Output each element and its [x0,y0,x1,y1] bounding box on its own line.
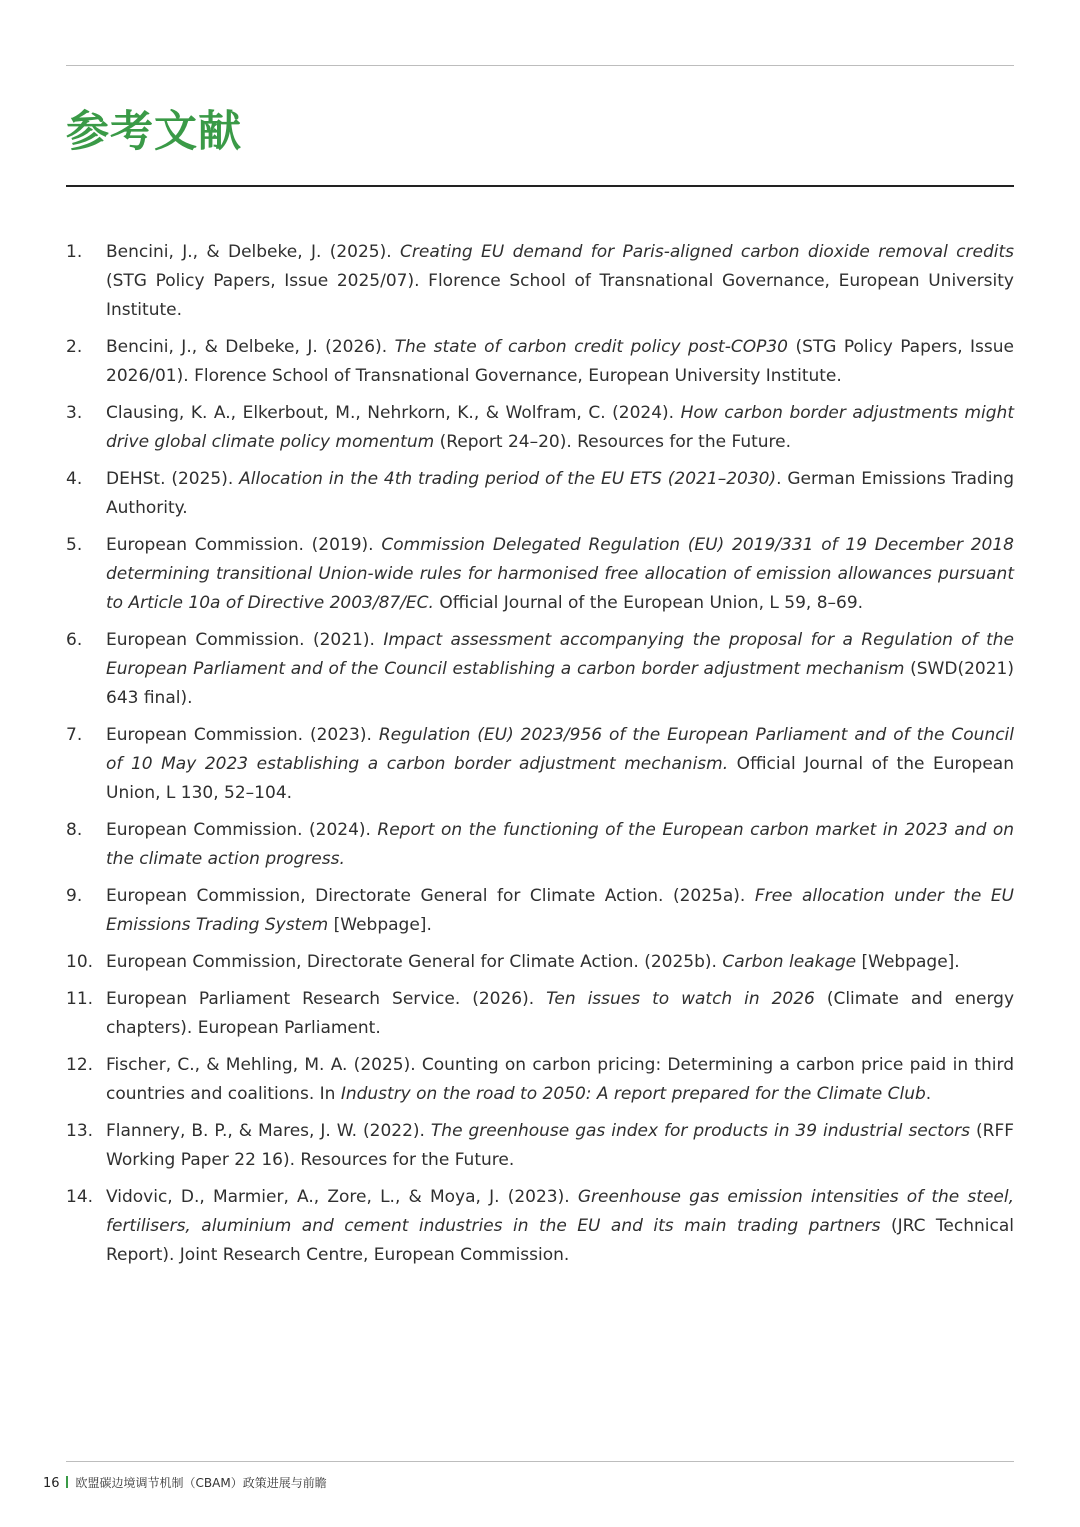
reference-number: 8. [66,820,83,840]
page-footer [43,1474,327,1493]
reference-source: (STG Policy Papers, Issue 2025/07). Florence School of Transnational Governance, European University Institute. [106,271,1014,320]
reference-authors: Clausing, K. A., Elkerbout, M., Nehrkorn, K., & Wolfram, C. (2024). [106,403,681,423]
reference-title: The state of carbon credit policy post-COP30 [394,337,788,357]
reference-source: (Report 24–20). Resources for the Future. [434,432,792,452]
reference-source: (STG Policy Papers, Issue 2026/01). Florence School of Transnational Governance, European University Institute. [106,337,1015,386]
reference-item [66,626,1014,713]
page-number: 16 [43,1476,60,1491]
reference-source: . [925,1084,932,1104]
reference-number: 9. [66,886,83,906]
reference-authors: Bencini, J., & Delbeke, J. (2025). [106,242,401,262]
reference-title: Industry on the road to 2050: A report prepared for the Climate Club [340,1084,926,1104]
reference-title: Ten issues to watch in 2026 [546,989,815,1009]
reference-number: 11. [66,989,94,1009]
reference-authors: European Commission. (2019). [106,535,382,555]
reference-source: Official Journal of the European Union, L 130, 52–104. [106,754,1014,803]
reference-authors: European Commission. (2023). [106,725,379,745]
reference-number: 12. [66,1055,94,1075]
reference-title: How carbon border adjustments might drive global climate policy momentum [106,403,1014,452]
footer-accent-bar [66,1476,68,1488]
reference-title: Free allocation under the EU Emissions Trading System [106,886,1015,935]
reference-title: Impact assessment accompanying the proposal for a Regulation of the European Parliament and of the Council establishing a carbon border adjustment mechanism [106,630,1015,679]
reference-title: Commission Delegated Regulation (EU) 2019/331 of 19 December 2018 determining transitional Union-wide rules for harmonised free allocation of emission allowances pursuant to Article 10a of Directive 2003/87/EC. [106,535,1014,613]
reference-item [66,948,1014,977]
reference-source: (Climate and energy chapters). European Parliament. [106,989,1015,1038]
reference-title: Allocation in the 4th trading period of the EU ETS (2021–2030) [239,469,777,489]
reference-item [66,1051,1014,1109]
reference-source: . German Emissions Trading Authority. [106,469,1014,518]
reference-item [66,531,1014,618]
reference-source: (SWD(2021) 643 final). [106,659,1014,708]
reference-authors: European Commission, Directorate General for Climate Action. (2025b). [106,952,723,972]
reference-item [66,399,1014,457]
reference-title: The greenhouse gas index for products in 39 industrial sectors [430,1121,971,1141]
reference-authors: European Commission. (2024). [106,820,378,840]
reference-item [66,1117,1014,1175]
footer-document-title: 欧盟碳边境调节机制（CBAM）政策进展与前瞻 [75,1476,327,1490]
reference-number: 3. [66,403,83,423]
reference-item [66,721,1014,808]
reference-title: Creating EU demand for Paris-aligned carbon dioxide removal credits [400,242,1015,262]
reference-number: 14. [66,1187,94,1207]
reference-authors: Bencini, J., & Delbeke, J. (2026). [106,337,395,357]
reference-item [66,238,1014,325]
reference-authors: European Parliament Research Service. (2026). [106,989,547,1009]
footer-divider [66,1461,1014,1462]
reference-item [66,333,1014,391]
title-divider [66,185,1014,187]
reference-title: Regulation (EU) 2023/956 of the European Parliament and of the Council of 10 May 2023 establishing a carbon border adjustment mechanism. [106,725,1015,774]
reference-number: 2. [66,337,83,357]
reference-authors: Flannery, B. P., & Mares, J. W. (2022). [106,1121,431,1141]
reference-number: 10. [66,952,94,972]
reference-authors: DEHSt. (2025). [106,469,240,489]
reference-source: [Webpage]. [856,952,960,972]
reference-title: Report on the functioning of the European carbon market in 2023 and on the climate action progress. [106,820,1014,869]
reference-item [66,882,1014,940]
reference-source: [Webpage]. [328,915,432,935]
page-title: 参考文献 [66,107,242,157]
reference-authors: European Commission. (2021). [106,630,384,650]
reference-item [66,985,1014,1043]
reference-title: Carbon leakage [722,952,857,972]
reference-item [66,465,1014,523]
reference-authors: Fischer, C., & Mehling, M. A. (2025). Counting on carbon pricing: Determining a carbon price paid in third countries and coalitions. In [106,1055,1014,1104]
reference-number: 5. [66,535,83,555]
reference-authors: European Commission, Directorate General for Climate Action. (2025a). [106,886,755,906]
reference-number: 7. [66,725,83,745]
reference-source: (JRC Technical Report). Joint Research Centre, European Commission. [106,1216,1014,1265]
reference-number: 4. [66,469,83,489]
reference-number: 6. [66,630,83,650]
reference-number: 13. [66,1121,94,1141]
top-divider [66,65,1014,66]
reference-item [66,1183,1014,1270]
reference-source: Official Journal of the European Union, L 59, 8–69. [433,593,864,613]
reference-authors: Vidovic, D., Marmier, A., Zore, L., & Moya, J. (2023). [106,1187,578,1207]
reference-number: 1. [66,242,83,262]
reference-title: Greenhouse gas emission intensities of the steel, fertilisers, aluminium and cement industries in the EU and its main trading partners [106,1187,1014,1236]
reference-source: (RFF Working Paper 22 16). Resources for the Future. [106,1121,1015,1170]
reference-item [66,816,1014,874]
reference-list [66,238,1014,1278]
